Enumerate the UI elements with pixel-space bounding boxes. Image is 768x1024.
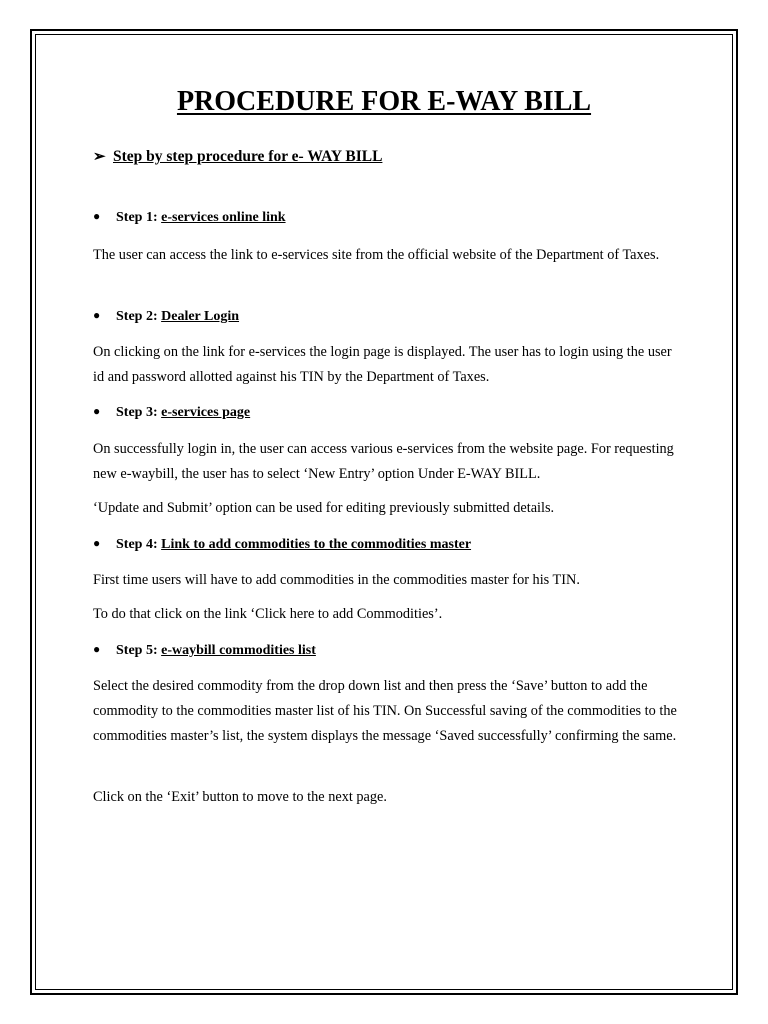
step-2-paragraph-1: On clicking on the link for e-services the login page is displayed. The user has to login using the user id and password allotted against his TIN by the Department of Taxes. — [93, 344, 672, 385]
step-3-label: Step 3: — [116, 405, 158, 420]
procedure-subheading — [93, 147, 382, 166]
step-4-label: Step 4: — [116, 537, 158, 552]
step-1-paragraph-1: The user can access the link to e-services site from the official website of the Department of Taxes. — [93, 247, 660, 263]
bullet-icon: ● — [93, 209, 101, 223]
step-3-heading — [93, 404, 250, 421]
subheading-text: Step by step procedure for e- WAY BILL — [113, 148, 383, 165]
bullet-icon: ● — [93, 308, 101, 322]
step-3-paragraph-2: ‘Update and Submit’ option can be used for editing previously submitted details. — [93, 500, 555, 516]
arrow-bullet-icon: ➢ — [93, 149, 106, 165]
step-4-paragraph-2: To do that click on the link ‘Click here to add Commodities’. — [93, 606, 443, 622]
step-1-link[interactable]: e-services online link — [161, 210, 286, 225]
bullet-icon: ● — [93, 642, 101, 656]
step-5-paragraph-1: Select the desired commodity from the drop down list and then press the ‘Save’ button to add the commodity to the commodities master list of his TIN. On Successful saving of the commodities to the commodities master’s list, the system displays the message ‘Saved successfully’ confirming the same. — [93, 678, 677, 744]
step-5-label: Step 5: — [116, 643, 158, 658]
step-4-link[interactable]: Link to add commodities to the commodities master — [161, 537, 472, 552]
step-1-label: Step 1: — [116, 210, 158, 225]
step-5-link[interactable]: e-waybill commodities list — [161, 643, 316, 658]
step-2-label: Step 2: — [116, 309, 158, 324]
step-3-link[interactable]: e-services page — [161, 405, 251, 420]
bullet-icon: ● — [93, 536, 101, 550]
step-2-heading — [93, 308, 239, 325]
step-1-heading — [93, 209, 286, 226]
step-5-heading — [93, 642, 316, 659]
step-5-paragraph-2: Click on the ‘Exit’ button to move to the next page. — [93, 789, 387, 805]
step-2-link[interactable]: Dealer Login — [161, 309, 240, 324]
step-4-paragraph-1: First time users will have to add commodities in the commodities master for his TIN. — [93, 572, 580, 588]
document-title: PROCEDURE FOR E-WAY BILL — [176, 86, 592, 117]
step-3-paragraph-1: On successfully login in, the user can access various e-services from the website page. For requesting new e-waybill, the user has to select ‘New Entry’ option Under E-WAY BILL. — [93, 441, 674, 482]
step-4-heading — [93, 536, 471, 553]
bullet-icon: ● — [93, 404, 101, 418]
